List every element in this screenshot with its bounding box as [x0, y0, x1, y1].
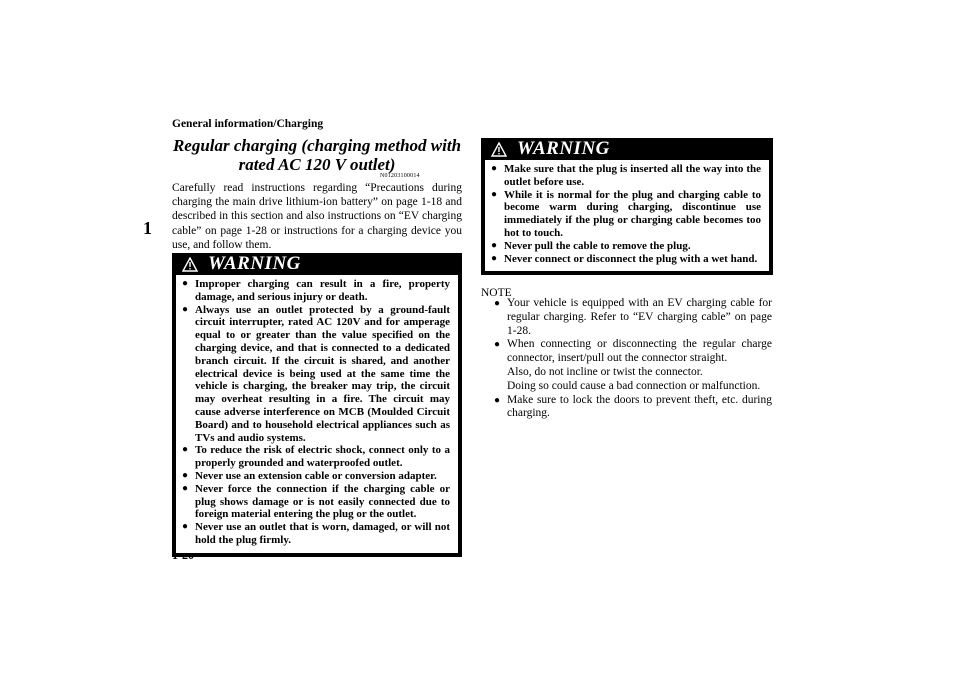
- warning-body: [485, 160, 769, 271]
- warning-box-right: [481, 138, 773, 275]
- note-list: [494, 297, 772, 421]
- note-label: NOTE: [481, 287, 512, 299]
- warning-item: ● Always use an outlet protected by a ground-fault circuit interrupter, rated AC 120V and for amperage equal to or greater than the value specified on the charging device, and that is connected to a dedicated branch circuit. If the circuit is shared, and another electrical device is being used at the same time the vehicle is charging, the breaker may trip, the circuit may overheat resulting in a fire. The circuit may cause adverse interference on MCB (Moulded Circuit Board) and to household electrical appliances such as TVs and audio systems.: [182, 303, 450, 444]
- bullet-icon: ●: [182, 482, 189, 494]
- bullet-icon: ●: [491, 188, 498, 200]
- section-title: Regular charging (charging method with rated AC 120 V outlet): [172, 136, 462, 174]
- warning-triangle-icon: [491, 142, 507, 157]
- chapter-tab-number: 1: [143, 218, 152, 238]
- warning-box-left: [172, 253, 462, 557]
- bullet-icon: ●: [182, 278, 189, 289]
- warning-item: ● Never connect or disconnect the plug with a wet hand.: [491, 252, 758, 265]
- warning-item: ● Never force the connection if the charging cable or plug shows damage or is not easily connected due to foreign material entering the plug or the outlet.: [182, 482, 450, 521]
- warning-header: [481, 138, 773, 160]
- bullet-icon: ●: [494, 298, 501, 309]
- warning-item: ● Improper charging can result in a fire, property damage, and serious injury or death.: [182, 278, 450, 303]
- warning-item: ● Never use an extension cable or conversion adapter.: [182, 469, 437, 482]
- bullet-icon: ●: [182, 444, 189, 456]
- note-item: ● When connecting or disconnecting the regular charge connector, insert/pull out the connector straight. Also, do not incline or twist the connector. Doing so could cause a bad connection or malfunction.: [494, 338, 772, 392]
- warning-item: ● While it is normal for the plug and charging cable to become warm during charging, discontinue use immediately if the plug or charging cable becomes too hot to touch.: [491, 188, 761, 239]
- bullet-icon: ●: [491, 239, 498, 251]
- section-code: N01203100014: [380, 173, 420, 179]
- warning-triangle-icon: [182, 257, 198, 272]
- warning-header: [172, 253, 462, 275]
- warning-title: WARNING: [517, 138, 610, 159]
- warning-item: ● Never pull the cable to remove the plug.: [491, 239, 691, 252]
- bullet-icon: ●: [494, 394, 501, 406]
- bullet-icon: ●: [491, 252, 498, 264]
- bullet-icon: ●: [182, 303, 189, 315]
- warning-body: [176, 275, 458, 553]
- warning-item: ● To reduce the risk of electric shock, connect only to a properly grounded and waterproofed outlet.: [182, 444, 450, 470]
- warning-title: WARNING: [208, 253, 301, 274]
- bullet-icon: ●: [494, 339, 501, 351]
- bullet-icon: ●: [182, 469, 189, 481]
- intro-paragraph: Carefully read instructions regarding “Precautions during charging the main drive lithium-ion battery” on page 1-18 and described in this section and also instructions on “EV charging cable” on page 1-28 or instructions for a charging device you use, and follow them.: [172, 182, 462, 251]
- running-header: General information/Charging: [172, 118, 324, 130]
- note-item: ● Make sure to lock the doors to prevent theft, etc. during charging.: [494, 393, 772, 420]
- warning-item: ● Never use an outlet that is worn, damaged, or will not hold the plug firmly.: [182, 521, 450, 546]
- warning-item: ● Make sure that the plug is inserted all the way into the outlet before use.: [491, 163, 761, 188]
- bullet-icon: ●: [182, 521, 189, 533]
- note-item: ● Your vehicle is equipped with an EV charging cable for regular charging. Refer to “EV charging cable” on page 1-28.: [494, 297, 772, 337]
- bullet-icon: ●: [491, 163, 498, 174]
